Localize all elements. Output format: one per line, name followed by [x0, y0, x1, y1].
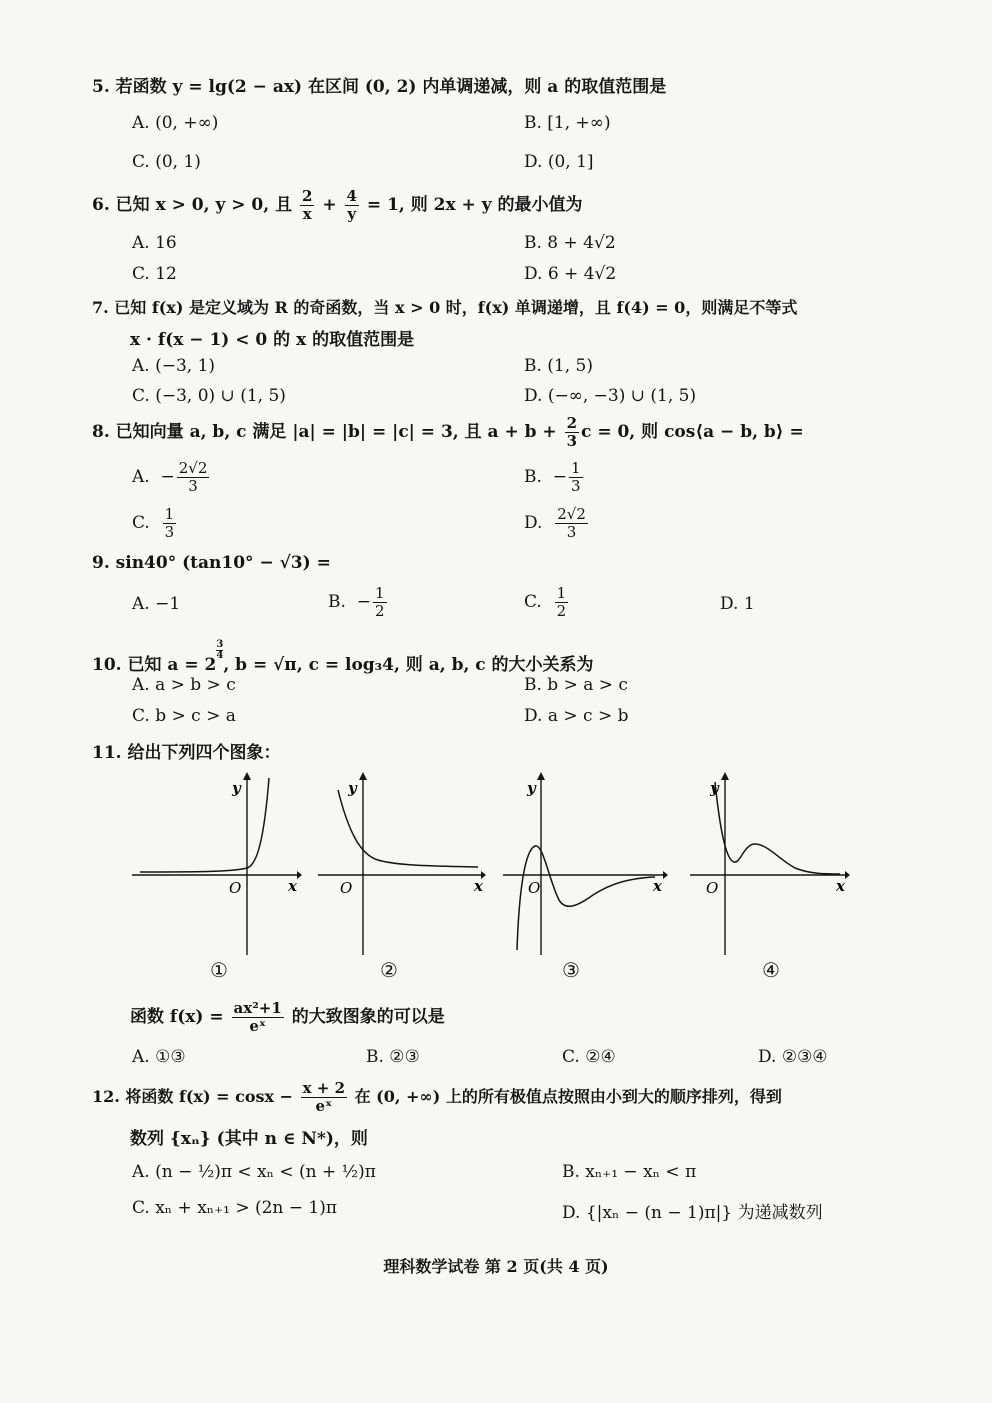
q6-plus: +: [316, 195, 343, 215]
q9-b-den: 2: [374, 602, 385, 620]
q7-option-c: C. (−3, 0) ∪ (1, 5): [132, 386, 286, 406]
graph-3-origin: O: [528, 879, 541, 897]
q12-option-c: C. xₙ + xₙ₊₁ > (2n − 1)π: [132, 1198, 338, 1218]
q6-f2-den: y: [347, 205, 357, 223]
q8-b-num: 1: [570, 459, 581, 477]
q10-exp-num: 3: [216, 639, 224, 650]
q8-b-label: B.: [524, 467, 542, 487]
graph-1-y-arrow: [243, 772, 251, 780]
q8-option-a: [132, 460, 211, 495]
graph-1-x-arrow: [297, 871, 302, 879]
q6-f1-den: x: [302, 205, 312, 223]
q8-b-sign: −: [552, 467, 567, 487]
q5-option-a: A. (0, +∞): [132, 113, 219, 133]
graph-1: [132, 770, 302, 955]
q6-fraction-2: [345, 188, 359, 223]
q8-d-num: 2√2: [557, 505, 586, 523]
q12-option-b: B. xₙ₊₁ − xₙ < π: [562, 1162, 697, 1182]
q6-fraction-1: [300, 188, 314, 223]
graph-1-origin: O: [229, 879, 242, 897]
q7-option-a: A. (−3, 1): [132, 356, 216, 376]
q8-b-fraction: [569, 460, 583, 495]
q8-a-den: 3: [188, 477, 198, 495]
graph-3-curve: [517, 846, 655, 950]
q6-suffix: = 1, 则 2x + y 的最小值为: [360, 195, 583, 215]
q8-d-label: D.: [524, 513, 543, 533]
q6-option-b: B. 8 + 4√2: [524, 233, 616, 253]
q11-func-suffix: 的大致图象的可以是: [285, 1007, 445, 1027]
q11-option-c: C. ②④: [562, 1047, 616, 1067]
graph-2-origin: O: [340, 879, 353, 897]
graph-4-y-arrow: [721, 772, 729, 780]
q6-option-c: C. 12: [132, 264, 177, 284]
q12-fraction: [301, 1080, 347, 1115]
graph-4-curve: [715, 782, 840, 874]
q6-f1-num: 2: [302, 187, 313, 205]
q8-a-num: 2√2: [178, 459, 208, 477]
q10-option-b: B. b > a > c: [524, 675, 628, 695]
question-7-line-2: x · f(x − 1) < 0 的 x 的取值范围是: [130, 330, 415, 350]
question-11-stem: 11. 给出下列四个图象：: [92, 743, 281, 763]
graph-2-x-label: x: [474, 877, 483, 895]
q5-option-b: B. [1, +∞): [524, 113, 611, 133]
q8-option-c: [132, 506, 178, 541]
q10-exp-den: 4: [216, 650, 224, 661]
graph-3: [503, 770, 668, 955]
graph-1-x-label: x: [288, 877, 297, 895]
q11-option-a: A. ①③: [132, 1047, 186, 1067]
graph-2-label: ②: [380, 958, 398, 982]
graph-4-label: ④: [762, 958, 780, 982]
q9-c-num: 1: [556, 584, 567, 602]
q12-prefix: 12. 将函数 f(x) = cosx −: [92, 1087, 299, 1106]
q8-a-fraction: [177, 460, 210, 495]
q8-suffix: c = 0, 则 cos⟨a − b, b⟩ =: [581, 422, 804, 442]
q8-d-fraction: [555, 506, 588, 541]
q6-prefix: 6. 已知 x > 0, y > 0, 且: [92, 195, 299, 215]
q6-f2-num: 4: [346, 187, 357, 205]
q8-b-den: 3: [570, 477, 581, 495]
q8-prefix: 8. 已知向量 a, b, c 满足 |a| = |b| = |c| = 3, 且 a + b +: [92, 422, 563, 442]
q11-option-b: B. ②③: [366, 1047, 420, 1067]
q9-b-sign: −: [356, 592, 371, 612]
graph-2-y-label: y: [348, 779, 357, 797]
q8-c-den: 3: [164, 523, 175, 541]
q8-option-d: [524, 506, 590, 541]
graph-3-y-label: y: [527, 779, 536, 797]
graph-4-y-label: y: [710, 779, 719, 797]
q11-func-prefix: 函数 f(x) =: [130, 1007, 230, 1027]
graph-3-x-label: x: [653, 877, 662, 895]
q9-b-label: B.: [328, 592, 346, 612]
q8-f-den: 3: [566, 432, 578, 450]
q8-f-num: 2: [566, 414, 578, 432]
q9-option-c: [524, 585, 570, 620]
question-5-stem: 5. 若函数 y = lg(2 − ax) 在区间 (0, 2) 内单调递减，则 a 的取值范围是: [92, 77, 667, 97]
q12-f-den: eˣ: [315, 1097, 333, 1115]
q9-c-label: C.: [524, 592, 542, 612]
graph-4-origin: O: [706, 879, 719, 897]
graph-2: [318, 770, 488, 955]
graph-4-x-label: x: [836, 877, 845, 895]
question-9-stem: 9. sin40° (tan10° − √3) =: [92, 553, 331, 573]
q9-c-fraction: [555, 585, 569, 620]
question-12-line-2: 数列 {xₙ} (其中 n ∈ N*)，则: [130, 1129, 368, 1149]
q11-function-line: [130, 1000, 445, 1035]
graph-1-y-label: y: [232, 779, 241, 797]
q11-func-fraction: [232, 1000, 284, 1035]
q7-option-d: D. (−∞, −3) ∪ (1, 5): [524, 386, 697, 406]
graph-3-y-arrow: [537, 772, 545, 780]
q9-b-num: 1: [374, 584, 385, 602]
question-10-stem: [92, 640, 594, 675]
q11-option-d: D. ②③④: [758, 1047, 828, 1067]
q10-option-d: D. a > c > b: [524, 706, 629, 726]
q8-c-fraction: [163, 506, 177, 541]
q8-c-num: 1: [164, 505, 175, 523]
q9-option-b: [328, 585, 389, 620]
q9-option-d: D. 1: [720, 594, 755, 614]
q11-func-den: eˣ: [249, 1017, 266, 1035]
graph-1-curve: [140, 778, 269, 872]
graph-4-x-arrow: [845, 871, 850, 879]
q8-a-sign: −: [160, 467, 175, 487]
question-8-stem: [92, 415, 804, 450]
q10-suffix: , b = √π, c = log₃4, 则 a, b, c 的大小关系为: [223, 655, 594, 675]
q6-option-a: A. 16: [132, 233, 177, 253]
q10-option-c: C. b > c > a: [132, 706, 236, 726]
q12-option-d: D. {|xₙ − (n − 1)π|} 为递减数列: [562, 1203, 823, 1223]
q5-option-d: D. (0, 1]: [524, 152, 594, 172]
graph-3-x-arrow: [663, 871, 668, 879]
q8-c-label: C.: [132, 513, 150, 533]
q10-option-a: A. a > b > c: [132, 675, 236, 695]
q8-option-b: [524, 460, 585, 495]
graph-4: [690, 770, 855, 955]
q9-c-den: 2: [556, 602, 567, 620]
q12-option-a: A. (n − ½)π < xₙ < (n + ½)π: [132, 1162, 376, 1182]
graph-2-y-arrow: [359, 772, 367, 780]
q6-option-d: D. 6 + 4√2: [524, 264, 617, 284]
graph-1-label: ①: [210, 958, 228, 982]
graph-3-label: ③: [562, 958, 580, 982]
q9-option-a: A. −1: [132, 594, 181, 614]
question-6-stem: [92, 188, 583, 223]
q8-a-label: A.: [132, 467, 150, 487]
q10-prefix: 10. 已知 a = 2: [92, 655, 217, 675]
q8-d-den: 3: [566, 523, 577, 541]
graph-2-curve: [338, 790, 478, 867]
q7-option-b: B. (1, 5): [524, 356, 594, 376]
question-7-line-1: 7. 已知 f(x) 是定义域为 R 的奇函数，当 x > 0 时，f(x) 单调递增，且 f(4) = 0，则满足不等式: [92, 298, 798, 317]
q12-suffix: 在 (0, +∞) 上的所有极值点按照由小到大的顺序排列，得到: [349, 1087, 782, 1106]
page-footer: 理科数学试卷 第 2 页(共 4 页): [383, 1257, 609, 1276]
question-12-line-1: [92, 1080, 782, 1115]
q12-f-num: x + 2: [302, 1079, 346, 1097]
q8-fraction: [565, 415, 579, 450]
q9-b-fraction: [373, 585, 387, 620]
q5-option-c: C. (0, 1): [132, 152, 201, 172]
q11-func-num: ax²+1: [233, 999, 282, 1017]
